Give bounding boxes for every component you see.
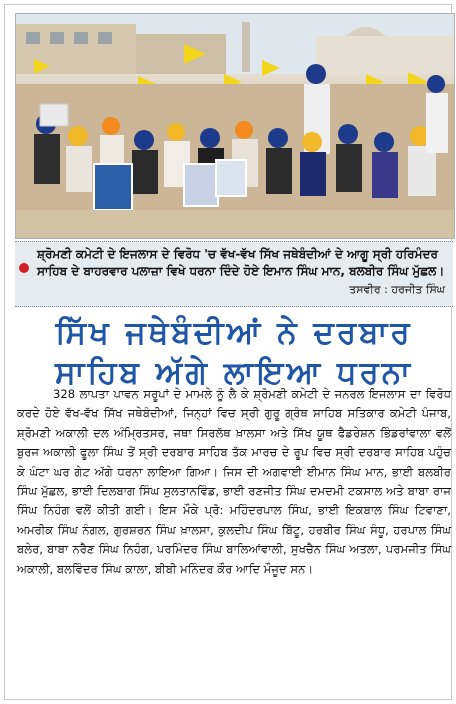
photo-credit: ਤਸਵੀਰ : ਹਰਜੀਤ ਸਿੰਘ [349, 283, 445, 296]
article-body [17, 385, 451, 579]
headline-line-2: ਸਾਹਿਬ ਅੱਗੇ ਲਾਇਆ ਧਰਨਾ [55, 355, 413, 391]
newspaper-clipping [4, 4, 452, 700]
protest-photo-illustration [16, 14, 454, 238]
headline-line-1: ਸਿੱਖ ਜਥੇਬੰਦੀਆਂ ਨੇ ਦਰਬਾਰ [55, 315, 413, 351]
caption-text: ਸ਼੍ਰੋਮਣੀ ਕਮੇਟੀ ਦੇ ਇਜਲਾਸ ਦੇ ਵਿਰੋਧ 'ਚ ਵੱਖ-ਵੱਖ ਸਿੱਖ ਜਥੇਬੰਦੀਆਂ ਦੇ ਆਗੂ ਸ੍ਰੀ ਹਰਿਮੰਦਰ ਸਾਹਿਬ ਦੇ ਬਾਹਰਵਾਰ ਪਲਾਜ਼ਾ ਵਿਖੇ ਧਰਨਾ ਦਿੰਦੇ ਹੋਏ ਇਮਾਨ ਸਿੰਘ ਮਾਨ, ਬਲਬੀਰ ਸਿੰਘ ਮੁੱਛਲ। [37, 247, 445, 278]
bullet-dot-icon [19, 263, 29, 273]
article-paragraph: 328 ਲਾਪਤਾ ਪਾਵਨ ਸਰੂਪਾਂ ਦੇ ਮਾਮਲੇ ਨੂੰ ਲੈ ਕੇ ਸ਼੍ਰੋਮਣੀ ਕਮੇਟੀ ਦੇ ਜਨਰਲ ਇਜਲਾਸ ਦਾ ਵਿਰੋਧ ਕਰਦੇ ਹੋਏ ਵੱਖ-ਵੱਖ ਸਿੱਖ ਜਥੇਬੰਦੀਆਂ, ਜਿਨ੍ਹਾਂ ਵਿਚ ਸ੍ਰੀ ਗੁਰੂ ਗ੍ਰੰਥ ਸਾਹਿਬ ਸਤਿਕਾਰ ਕਮੇਟੀ ਪੰਜਾਬ, ਸ਼੍ਰੋਮਣੀ ਅਕਾਲੀ ਦਲ ਅੰਮ੍ਰਿਤਸਰ, ਜਥਾ ਸਿਰਲੱਥ ਖ਼ਾਲਸਾ ਅਤੇ ਸਿੱਖ ਯੂਥ ਫੈਡਰੇਸ਼ਨ ਭਿੰਡਰਾਂਵਾਲਾ ਵਲੋਂ ਬੁਰਜ ਅਕਾਲੀ ਫੂਲਾ ਸਿੰਘ ਤੋਂ ਸ੍ਰੀ ਦਰਬਾਰ ਸਾਹਿਬ ਤੱਕ ਮਾਰਚ ਦੇ ਰੂਪ ਵਿਚ ਸ੍ਰੀ ਦਰਬਾਰ ਸਾਹਿਬ ਪਹੁੰਚ ਕੇ ਘੰਟਾ ਘਰ ਗੇਟ ਅੱਗੇ ਧਰਨਾ ਲਾਇਆ ਗਿਆ। ਜਿਸ ਦੀ ਅਗਵਾਈ ਈਮਾਨ ਸਿੰਘ ਮਾਨ, ਭਾਈ ਬਲਬੀਰ ਸਿੰਘ ਮੁੱਛਲ, ਭਾਈ ਦਿਲਬਾਗ ਸਿੰਘ ਸੁਲਤਾਨਵਿੰਡ, ਭਾਈ ਰਣਜੀਤ ਸਿੰਘ ਦਮਦਮੀ ਟਕਸਾਲ ਅਤੇ ਬਾਬਾ ਰਾਜ ਸਿੰਘ ਨਿਹੰਗ ਵਲੋਂ ਕੀਤੀ ਗਈ। ਇਸ ਮੌਕੇ ਪ੍ਰੋ: ਮਹਿੰਦਰਪਾਲ ਸਿੰਘ, ਭਾਈ ਇਕਬਾਲ ਸਿੰਘ ਟਿਵਾਣਾ, ਅਮਰੀਕ ਸਿੰਘ ਨੰਗਲ, ਗੁਰਸ਼ਰਨ ਸਿੰਘ ਖ਼ਾਲਸਾ, ਕੁਲਦੀਪ ਸਿੰਘ ਬਿੱਟੂ, ਹਰਬੀਰ ਸਿੰਘ ਸੰਧੂ, ਹਰਪਾਲ ਸਿੰਘ ਬਲੇਰ, ਬਾਬਾ ਨਰੈਣ ਸਿੰਘ ਨਿਹੰਗ, ਪਰਮਿੰਦਰ ਸਿੰਘ ਬਾਲਿਆਂਵਾਲੀ, ਸੁਖਚੈਨ ਸਿੰਘ ਅਤਲਾ, ਪਰਮਜੀਤ ਸਿੰਘ ਅਕਾਲੀ, ਬਲਵਿੰਦਰ ਸਿੰਘ ਕਾਲਾ, ਬੀਬੀ ਮਨਿੰਦਰ ਕੌਰ ਆਦਿ ਮੌਜੂਦ ਸਨ। [17, 387, 451, 576]
headline [15, 313, 453, 393]
protest-photo [15, 13, 455, 239]
photo-caption [15, 241, 453, 307]
